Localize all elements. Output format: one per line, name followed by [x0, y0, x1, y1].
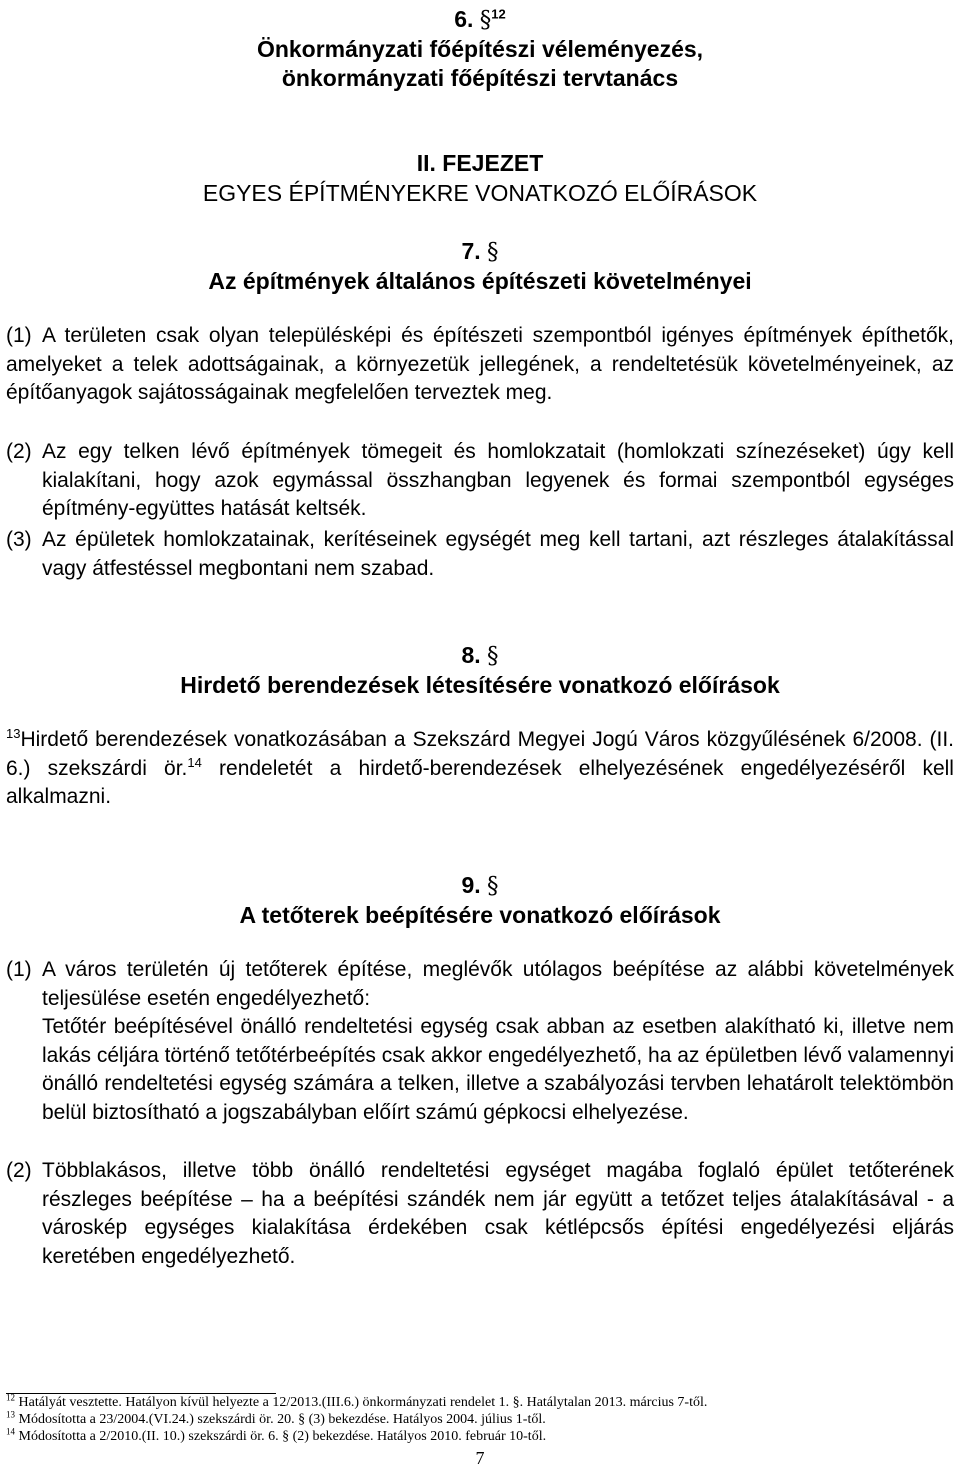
footnote-text: Hatályát vesztette. Hatályon kívül helyezte a 12/2013.(III.6.) önkormányzati rendelet 1. §. Hatálytalan 2013. március 7-től. — [15, 1395, 708, 1410]
section-7-paragraph-3: Az épületek homlokzatainak, kerítéseinek egységét meg kell tartani, azt részleges átalakítással vagy átfestéssel megbontani nem szabad. — [42, 528, 954, 580]
paragraph-label: (1) — [6, 324, 32, 347]
footnote-ref-12: 12 — [491, 6, 506, 22]
section-symbol: § — [487, 643, 499, 669]
section-8-text-a: Hirdető berendezések vonatkozásában a Szekszárd Megyei Jogú Város közgyűlésének 6/2008. (II. 6.) szekszárdi ör. — [6, 728, 954, 780]
footnote-ref-13: 13 — [6, 726, 21, 741]
footnote-text: Módosította a 23/2004.(VI.24.) szekszárdi ör. 20. § (3) bekezdése. Hatályos 2004. július 1-től. — [15, 1412, 546, 1427]
footnote-number: 14 — [6, 1426, 15, 1437]
section-7-number: 7. — [461, 238, 481, 264]
section-7-paragraph-2: Az egy telken lévő építmények tömegeit és homlokzatait (homlokzati színezéseket) úgy kell kialakítani, hogy azok egymással összhangban legyenek és formai szempontból egységes építmény-együttes hatását keltsék. — [42, 440, 954, 520]
footnote-text: Módosította a 2/2010.(II. 10.) szekszárdi ör. 6. § (2) bekezdése. Hatályos 2010. február 10-től. — [15, 1429, 547, 1444]
section-7-title: Az építmények általános építészeti követelményei — [208, 268, 752, 294]
section-8-number: 8. — [461, 642, 481, 668]
section-symbol: § — [487, 239, 499, 265]
section-9-title: A tetőterek beépítésére vonatkozó előírások — [239, 902, 721, 928]
footnote — [6, 1428, 954, 1445]
section-8-heading — [0, 640, 960, 671]
section-6-title-line1: Önkormányzati főépítészi véleményezés, — [256, 36, 704, 62]
section-symbol: § — [479, 7, 492, 33]
section-9-number: 9. — [461, 872, 481, 898]
section-9-paragraph-2: Többlakásos, illetve több önálló rendeltetési egységet magába foglaló épület tetőterének részleges beépítése – ha a beépítési szándék nem jár együtt a tetőzet teljes átalakításával - a városkép egységes kialakítása érdekében csak kétlépcsős építési engedélyezési eljárás keretében engedélyezhető. — [42, 1159, 954, 1268]
section-6-heading — [0, 4, 960, 35]
paragraph-label: (2) — [6, 440, 32, 463]
chapter-number: II. FEJEZET — [416, 150, 544, 176]
chapter-title: EGYES ÉPÍTMÉNYEKRE VONATKOZÓ ELŐÍRÁSOK — [202, 180, 758, 206]
footnote — [6, 1394, 954, 1411]
section-9-paragraph-1: A város területén új tetőterek építése, meglévők utólagos beépítése az alábbi követelmények teljesülése esetén engedélyezhető: — [42, 958, 954, 1010]
paragraph-label: (2) — [6, 1159, 32, 1182]
section-7-paragraph-1: A területen csak olyan településképi és építészeti szempontból igényes építmények építhetők, amelyeket a telek adottságainak, a környezetük jellegének, a rendeltetésük követelményeinek, az építőanyagok sajátosságainak megfelelően terveztek meg. — [6, 324, 954, 404]
section-6-number: 6. — [454, 6, 474, 32]
section-9-heading — [0, 870, 960, 901]
section-9-paragraph-1-detail: Tetőtér beépítésével önálló rendeltetési egység csak abban az esetben alakítható ki, illetve nem lakás céljára történő tetőtérbeépítés csak akkor engedélyezhető, ha az épületben lévő valamennyi önálló rendeltetési egység számára a telken, illetve a szabályozási tervben lehatárolt telektömbön belül biztosítható a jogszabályban előírt számú gépkocsi elhelyezése. — [42, 1015, 954, 1124]
footnote-number: 12 — [6, 1392, 15, 1403]
section-8-title: Hirdető berendezések létesítésére vonatkozó előírások — [180, 672, 780, 698]
footnote-number: 13 — [6, 1409, 15, 1420]
section-symbol: § — [487, 873, 499, 899]
footnote — [6, 1411, 954, 1428]
page-number: 7 — [475, 1448, 485, 1468]
section-8-paragraph — [6, 726, 954, 812]
footnote-ref-14: 14 — [187, 754, 202, 770]
section-6-title-line2: önkormányzati főépítészi tervtanács — [281, 65, 679, 91]
section-7-heading — [0, 236, 960, 267]
section-8-text-b: rendeletét a hirdető-berendezések elhelyezésének engedélyezéséről kell alkalmazni. — [6, 756, 954, 808]
paragraph-label: (3) — [6, 528, 32, 551]
paragraph-label: (1) — [6, 958, 32, 981]
